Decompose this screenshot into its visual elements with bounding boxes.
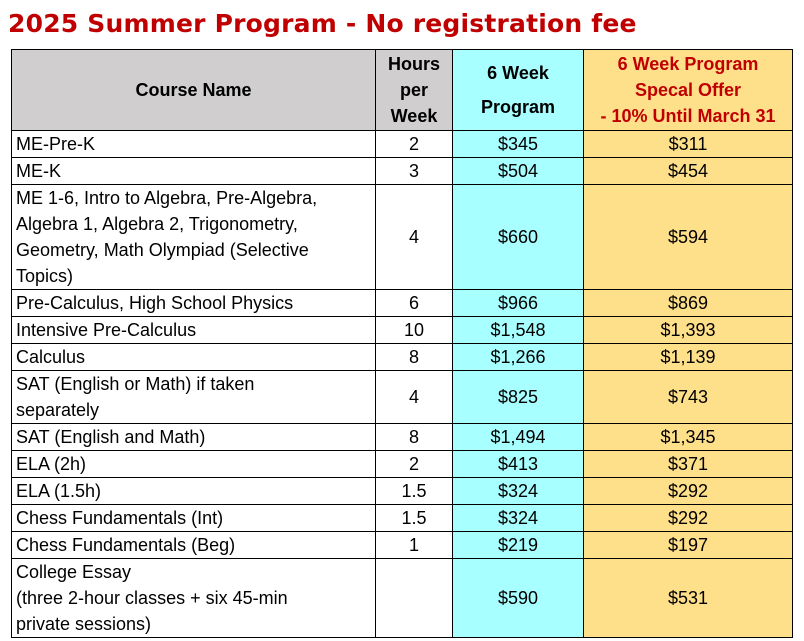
offer-price-cell: $594 — [584, 185, 793, 290]
table-row — [12, 185, 793, 290]
offer-price-cell: $1,393 — [584, 317, 793, 344]
course-name-cell — [12, 317, 376, 344]
header-row — [12, 50, 793, 131]
program-price-cell: $1,548 — [453, 317, 584, 344]
program-price-cell: $345 — [453, 131, 584, 158]
table-row — [12, 131, 793, 158]
program-price-cell: $1,494 — [453, 424, 584, 451]
offer-price-cell: $743 — [584, 371, 793, 424]
program-price-cell: $324 — [453, 505, 584, 532]
program-price-cell: $324 — [453, 478, 584, 505]
hours-cell: 1.5 — [376, 505, 453, 532]
table-row — [12, 317, 793, 344]
course-name-line: SAT (English or Math) if taken — [16, 374, 255, 394]
header-6-week-program — [453, 50, 584, 131]
table-row — [12, 451, 793, 478]
course-name-line: private sessions) — [16, 614, 152, 634]
header-offer-line-1: 6 Week Program — [617, 54, 759, 74]
header-hours-per-week — [376, 50, 453, 131]
course-name-line: (three 2-hour classes + six 45-min — [16, 588, 288, 608]
table-row — [12, 559, 793, 638]
header-hours-line-3: Week — [390, 106, 438, 126]
hours-cell: 4 — [376, 371, 453, 424]
course-name-line: ELA (1.5h) — [16, 481, 102, 501]
hours-cell: 2 — [376, 451, 453, 478]
table-row — [12, 344, 793, 371]
course-name-cell — [12, 158, 376, 185]
program-price-cell: $590 — [453, 559, 584, 638]
course-name-line: ME-K — [16, 161, 61, 181]
course-name-cell — [12, 451, 376, 478]
course-name-line: Intensive Pre-Calculus — [16, 320, 197, 340]
course-name-line: Topics) — [16, 266, 74, 286]
hours-cell: 2 — [376, 131, 453, 158]
course-name-cell — [12, 344, 376, 371]
hours-cell: 8 — [376, 424, 453, 451]
table-row — [12, 532, 793, 559]
course-name-cell — [12, 532, 376, 559]
hours-cell: 4 — [376, 185, 453, 290]
program-price-cell: $219 — [453, 532, 584, 559]
course-name-line: Calculus — [16, 347, 86, 367]
course-name-line: Chess Fundamentals (Beg) — [16, 535, 236, 555]
header-offer-line-2: Specal Offer — [634, 80, 742, 100]
offer-price-cell: $531 — [584, 559, 793, 638]
hours-cell: 1.5 — [376, 478, 453, 505]
course-name-line: Algebra 1, Algebra 2, Trigonometry, — [16, 214, 298, 234]
course-name-line: Pre-Calculus, High School Physics — [16, 293, 294, 313]
table-row — [12, 158, 793, 185]
course-name-cell — [12, 478, 376, 505]
course-name-cell — [12, 290, 376, 317]
course-name-line: Geometry, Math Olympiad (Selective — [16, 240, 309, 260]
hours-cell: 3 — [376, 158, 453, 185]
header-hours-line-2: per — [399, 80, 428, 100]
table-row — [12, 505, 793, 532]
offer-price-cell: $869 — [584, 290, 793, 317]
offer-price-cell: $1,345 — [584, 424, 793, 451]
offer-price-cell: $454 — [584, 158, 793, 185]
header-program-line-2: Program — [480, 97, 556, 117]
page-title: 2025 Summer Program - No registration fee — [8, 9, 637, 38]
header-program-line-1: 6 Week — [487, 63, 549, 83]
offer-price-cell: $292 — [584, 478, 793, 505]
offer-price-cell: $311 — [584, 131, 793, 158]
course-name-line: ME-Pre-K — [16, 134, 96, 154]
header-hours-line-1: Hours — [387, 54, 440, 74]
course-name-cell — [12, 505, 376, 532]
program-price-cell: $413 — [453, 451, 584, 478]
hours-cell — [376, 559, 453, 638]
offer-price-cell: $292 — [584, 505, 793, 532]
pricing-table — [11, 49, 793, 638]
offer-price-cell: $1,139 — [584, 344, 793, 371]
header-course-name-label: Course Name — [135, 80, 252, 100]
table-row — [12, 290, 793, 317]
header-offer-line-3: - 10% Until March 31 — [600, 106, 776, 126]
course-name-cell — [12, 424, 376, 451]
hours-cell: 1 — [376, 532, 453, 559]
table-row — [12, 478, 793, 505]
course-name-cell — [12, 131, 376, 158]
course-name-line: Chess Fundamentals (Int) — [16, 508, 224, 528]
program-price-cell: $966 — [453, 290, 584, 317]
offer-price-cell: $371 — [584, 451, 793, 478]
course-name-cell — [12, 371, 376, 424]
table-row — [12, 371, 793, 424]
table-row — [12, 424, 793, 451]
course-name-line: ELA (2h) — [16, 454, 87, 474]
program-price-cell: $504 — [453, 158, 584, 185]
course-name-line: separately — [16, 400, 100, 420]
course-name-line: College Essay — [16, 562, 132, 582]
hours-cell: 6 — [376, 290, 453, 317]
hours-cell: 8 — [376, 344, 453, 371]
program-price-cell: $825 — [453, 371, 584, 424]
hours-cell: 10 — [376, 317, 453, 344]
course-name-line: ME 1-6, Intro to Algebra, Pre-Algebra, — [16, 188, 318, 208]
course-name-cell — [12, 185, 376, 290]
offer-price-cell: $197 — [584, 532, 793, 559]
header-special-offer — [584, 50, 793, 131]
program-price-cell: $1,266 — [453, 344, 584, 371]
course-name-cell — [12, 559, 376, 638]
program-price-cell: $660 — [453, 185, 584, 290]
header-course-name — [12, 50, 376, 131]
course-name-line: SAT (English and Math) — [16, 427, 206, 447]
